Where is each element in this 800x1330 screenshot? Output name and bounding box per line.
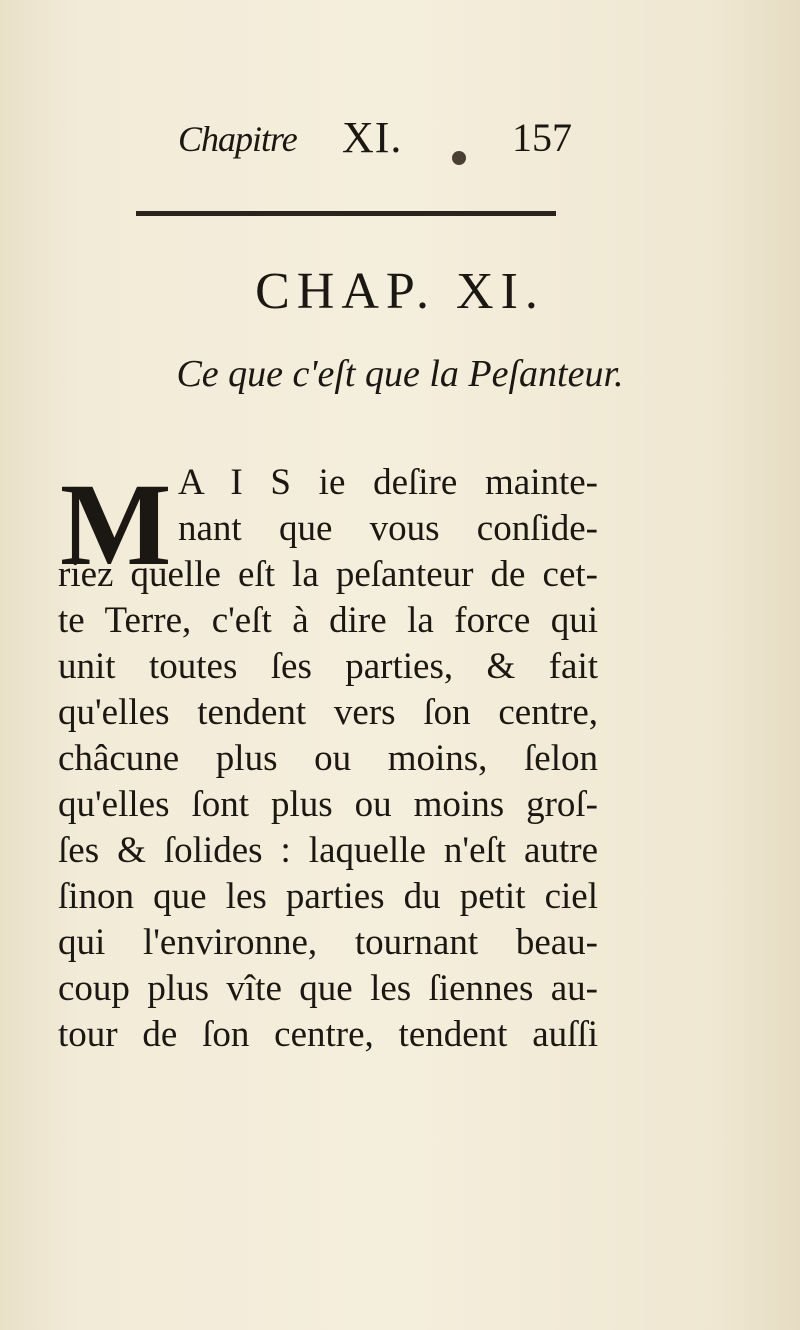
text-line: nant que vous conſide- [178,508,598,549]
chapter-heading: CHAP. XI. [255,263,545,320]
text-line: te Terre, c'eſt à dire la force qui [58,600,598,641]
running-head [0,112,800,172]
drop-cap: M [60,459,172,590]
text-line: A I S ie deſire mainte- [178,462,598,503]
text-line: tour de ſon centre, tendent auſſi [58,1014,598,1055]
running-head-chapter-numeral: XI. [342,113,403,162]
text-line: ſes & ſolides : laquelle n'eſt autre [58,830,598,871]
text-line: unit toutes ſes parties, & fait [58,646,598,687]
text-line: riez quelle eſt la peſanteur de cet- [58,554,598,595]
text-line: qu'elles tendent vers ſon centre, [58,692,598,733]
ornament-dot [452,151,466,165]
page-number: 157 [512,115,572,160]
text-line: châcune plus ou moins, ſelon [58,738,598,779]
chapter-subtitle: Ce que c'eſt que la Peſanteur. [176,353,624,395]
text-line: ſinon que les parties du petit ciel [58,876,598,917]
text-line: qui l'environne, tournant beau- [58,922,598,963]
text-line: qu'elles ſont plus ou moins groſ- [58,784,598,825]
body-text [58,460,598,1058]
running-head-chapter-label: Chapitre [178,119,297,159]
text-line: coup plus vîte que les ſiennes au- [58,968,598,1009]
header-rule [136,211,556,216]
